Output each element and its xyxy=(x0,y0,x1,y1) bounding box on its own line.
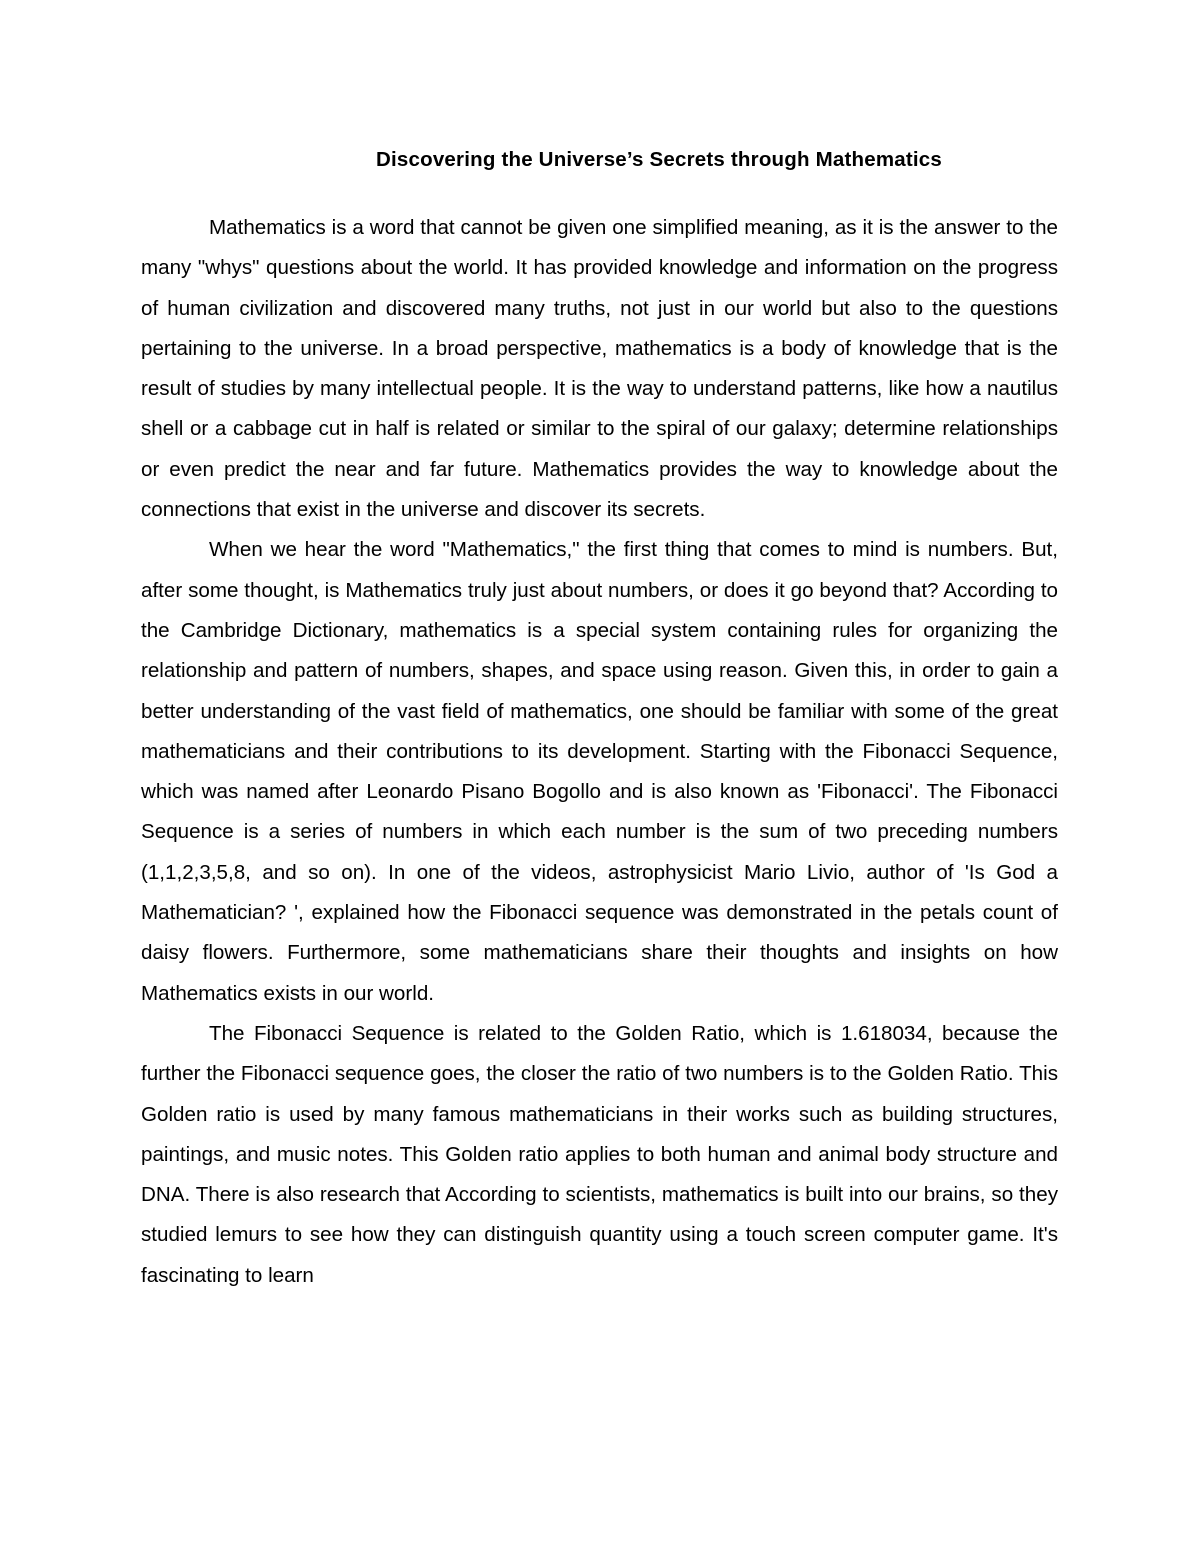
paragraph-2: When we hear the word "Mathematics," the first thing that comes to mind is numbers. But, after some thought, is Mathematics truly just about numbers, or does it go beyond that? According to the Cambridge Dictionary, mathematics is a special system containing rules for organizing the relationship and pattern of numbers, shapes, and space using reason. Given this, in order to gain a better understanding of the vast field of mathematics, one should be familiar with some of the great mathematicians and their contributions to its development. Starting with the Fibonacci Sequence, which was named after Leonardo Pisano Bogollo and is also known as 'Fibonacci'. The Fibonacci Sequence is a series of numbers in which each number is the sum of two preceding numbers (1,1,2,3,5,8, and so on). In one of the videos, astrophysicist Mario Livio, author of 'Is God a Mathematician? ', explained how the Fibonacci sequence was demonstrated in the petals count of daisy flowers. Furthermore, some mathematicians share their thoughts and insights on how Mathematics exists in our world. xyxy=(141,538,1058,1005)
paragraph-3: The Fibonacci Sequence is related to the Golden Ratio, which is 1.618034, because the further the Fibonacci sequence goes, the closer the ratio of two numbers is to the Golden Ratio. This Golden ratio is used by many famous mathematicians in their works such as building structures, paintings, and music notes. This Golden ratio applies to both human and animal body structure and DNA. There is also research that According to scientists, mathematics is built into our brains, so they studied lemurs to see how they can distinguish quantity using a touch screen computer game. It's fascinating to learn xyxy=(141,1021,1058,1287)
document-body xyxy=(141,208,1058,1296)
document-title: Discovering the Universe’s Secrets through Mathematics xyxy=(376,148,942,171)
paragraph-1: Mathematics is a word that cannot be given one simplified meaning, as it is the answer to the many "whys" questions about the world. It has provided knowledge and information on the progress of human civilization and discovered many truths, not just in our world but also to the questions pertaining to the universe. In a broad perspective, mathematics is a body of knowledge that is the result of studies by many intellectual people. It is the way to understand patterns, like how a nautilus shell or a cabbage cut in half is related or similar to the spiral of our galaxy; determine relationships or even predict the near and far future. Mathematics provides the way to knowledge about the connections that exist in the universe and discover its secrets. xyxy=(141,216,1058,522)
